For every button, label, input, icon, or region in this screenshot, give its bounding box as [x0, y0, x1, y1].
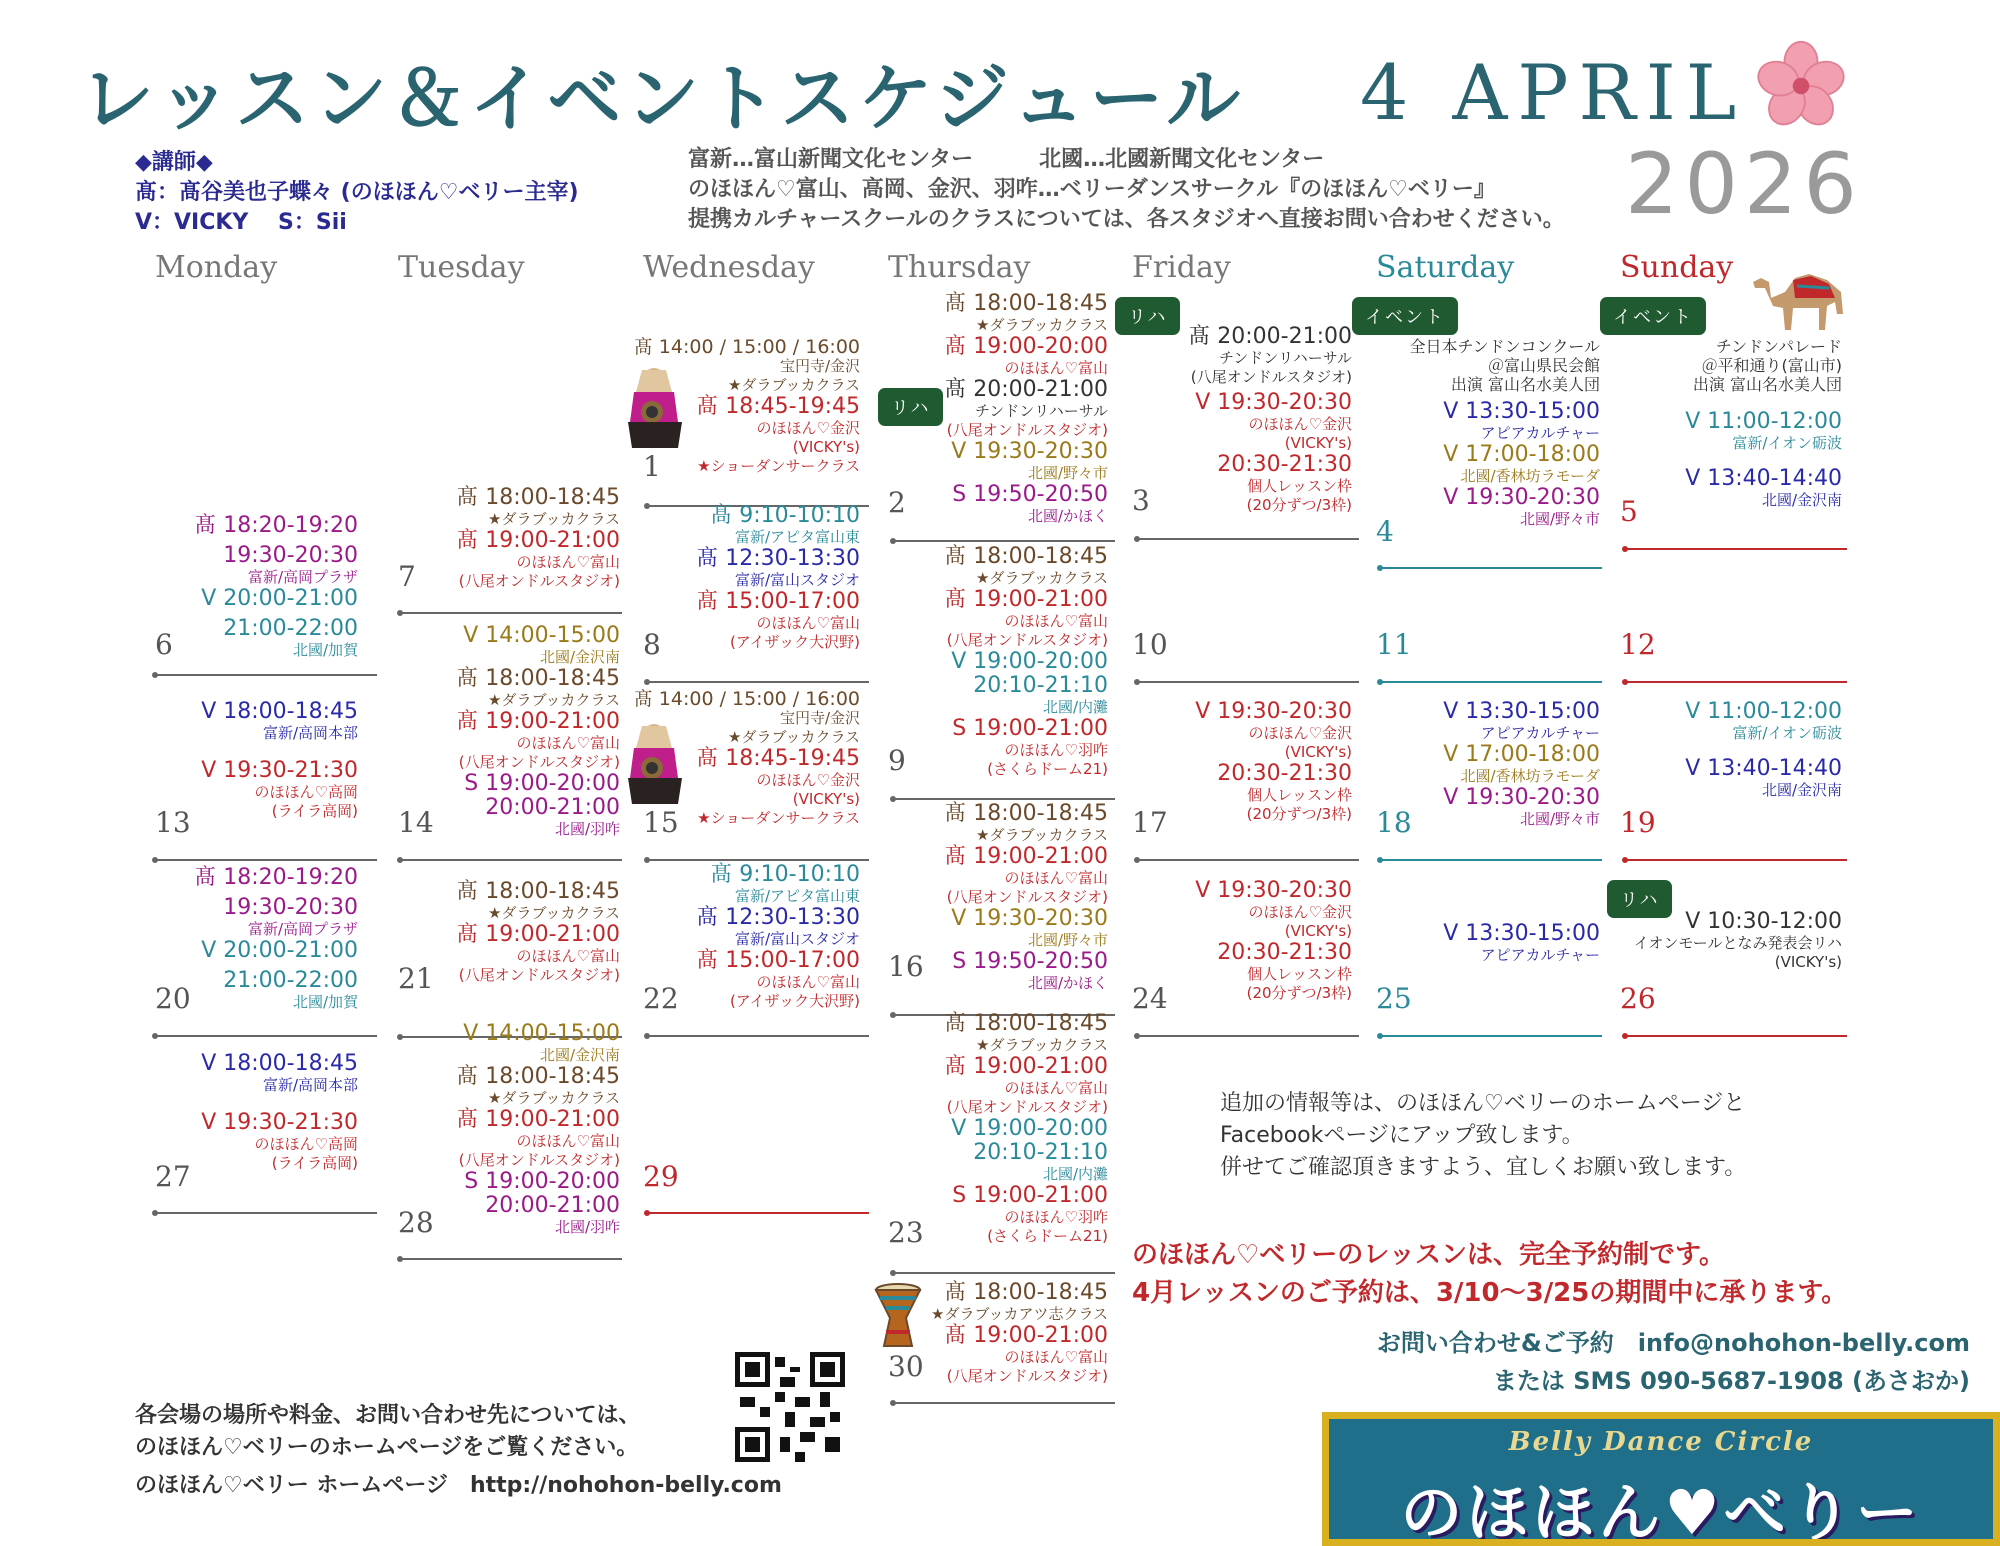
day7-events — [456, 486, 620, 591]
event-place: 北國/香林坊ラモーダ — [1460, 467, 1600, 485]
event-place: のほほん♡金沢 — [1248, 903, 1352, 921]
event-time: V 18:00-18:45 — [201, 699, 358, 724]
event-note: (20分ずつ/3枠) — [1246, 496, 1352, 514]
event-place: のほほん♡金沢 — [756, 419, 860, 437]
day9-events — [944, 545, 1108, 779]
weekday-thursday: Thursday — [888, 250, 1031, 285]
event-time: V 13:30-15:00 — [1443, 399, 1600, 424]
event-time: 髙 9:10-10:10 — [710, 503, 860, 528]
event-place: 富新/イオン砺波 — [1732, 434, 1842, 452]
event-time: V 19:00-20:00 — [951, 1116, 1108, 1141]
day30-events — [931, 1281, 1108, 1386]
day21-events — [456, 880, 620, 985]
event-time: 髙 18:00-18:45 — [456, 666, 620, 691]
event-time: 髙 12:30-13:30 — [696, 905, 860, 930]
event-time: 髙 19:00-21:00 — [456, 922, 620, 947]
month-label: 4 APRIL — [1360, 48, 1747, 137]
event-time: 20:30-21:30 — [1217, 761, 1352, 786]
event-place: 個人レッスン枠 — [1247, 786, 1352, 804]
instructor-heading: ◆講師◆ — [135, 150, 213, 175]
event-place: のほほん♡富山 — [516, 947, 620, 965]
day-number: 15 — [643, 806, 679, 839]
info-line: 追加の情報等は、のほほん♡ベリーのホームページと — [1220, 1091, 1746, 1116]
rehearsal-tag: リハ — [1607, 880, 1672, 918]
event-note: (八尾オンドルスタジオ) — [458, 753, 620, 771]
event-time: 20:10-21:10 — [973, 673, 1108, 698]
event-note: (八尾オンドルスタジオ) — [458, 572, 620, 590]
day14-events — [456, 624, 620, 839]
event-time: 髙 18:00-18:45 — [944, 1011, 1108, 1036]
event-note: (アイザック大沢野) — [729, 992, 860, 1010]
event-time: V 14:00-15:00 — [463, 623, 620, 648]
event-time: 19:30-20:30 — [223, 543, 358, 568]
event-class: ★ダラブッカクラス — [488, 691, 620, 709]
event-place: 北國/内灘 — [1042, 1165, 1108, 1183]
footer-line: のほほん♡ベリーのホームページをご覧ください。 — [135, 1435, 639, 1460]
event-time: V 19:00-20:00 — [951, 649, 1108, 674]
contact-line: お問い合わせ&ご予約 info@nohohon-belly.com — [1376, 1329, 1970, 1357]
event-time: V 13:40-14:40 — [1685, 466, 1842, 491]
event-time: 髙 20:00-21:00 — [944, 377, 1108, 402]
event-time: V 18:00-18:45 — [201, 1051, 358, 1076]
event-time: 髙 19:00-21:00 — [944, 587, 1108, 612]
event-place: のほほん♡富山 — [1004, 869, 1108, 887]
event-place: のほほん♡富山 — [1004, 359, 1108, 377]
event-time: 髙 18:00-18:45 — [944, 544, 1108, 569]
sakura-flower-icon — [1755, 40, 1847, 132]
event-time: 髙 19:00-20:00 — [944, 334, 1108, 359]
day-number: 20 — [155, 982, 191, 1015]
event-time: V 13:30-15:00 — [1443, 921, 1600, 946]
event-name: 全日本チンドンコンクール — [1409, 337, 1600, 356]
event-time: 20:10-21:10 — [973, 1140, 1108, 1165]
event-place: 北國/かほく — [1027, 507, 1108, 525]
event-time: V 19:30-20:30 — [1195, 699, 1352, 724]
event-note: (八尾オンドルスタジオ) — [946, 1098, 1108, 1116]
event-place: のほほん♡富山 — [756, 973, 860, 991]
day15-events — [634, 690, 860, 828]
event-time: S 19:50-20:50 — [952, 482, 1108, 507]
day-number: 10 — [1132, 628, 1168, 661]
event-place: アピアカルチャー — [1480, 724, 1600, 742]
day-number: 22 — [643, 982, 679, 1015]
event-place: 北國/金沢南 — [1761, 781, 1842, 799]
event-class: ★ダラブッカクラス — [728, 376, 860, 394]
event-place: 北國/羽咋 — [554, 820, 620, 838]
event-note: (VICKY's) — [1284, 743, 1352, 761]
day-number: 7 — [398, 560, 416, 593]
event-place: 個人レッスン枠 — [1247, 965, 1352, 983]
event-place: 富新/高岡本部 — [262, 724, 358, 742]
footer-line: 各会場の場所や料金、お問い合わせ先については、 — [135, 1403, 641, 1428]
event-note: (VICKY's) — [792, 790, 860, 808]
event-place: のほほん♡高岡 — [254, 783, 358, 801]
day19-events — [1685, 700, 1842, 800]
event-time: 髙 18:00-18:45 — [944, 801, 1108, 826]
event-time: V 11:00-12:00 — [1685, 699, 1842, 724]
legend-line: 提携カルチャースクールのクラスについては、各スタジオへ直接お問い合わせください。 — [688, 207, 1565, 232]
info-line: Facebookページにアップ致します。 — [1220, 1123, 1584, 1148]
event-place: 富新/高岡プラザ — [247, 920, 358, 938]
day-number: 8 — [643, 628, 661, 661]
event-time: 髙 14:00 / 15:00 / 16:00 — [633, 336, 860, 358]
day-number: 11 — [1376, 628, 1412, 661]
day17-events — [1195, 700, 1352, 824]
event-place: 北國/加賀 — [292, 641, 358, 659]
day-number: 17 — [1132, 806, 1168, 839]
event-place: 北國/野々市 — [1519, 510, 1600, 528]
day-number: 24 — [1132, 982, 1168, 1015]
day-number: 14 — [398, 806, 434, 839]
event-place: 北國/かほく — [1027, 974, 1108, 992]
event-place: のほほん♡金沢 — [756, 771, 860, 789]
event-place: 富新/富山スタジオ — [734, 930, 860, 948]
day-number: 16 — [888, 950, 924, 983]
event-place: 北國/野々市 — [1027, 464, 1108, 482]
day23-events — [944, 1012, 1108, 1246]
event-place: 宝円寺/金沢 — [779, 709, 860, 727]
event-time: V 11:00-12:00 — [1685, 409, 1842, 434]
weekday-saturday: Saturday — [1376, 250, 1515, 285]
event-time: S 19:00-20:00 — [464, 1169, 620, 1194]
event-time: 髙 9:10-10:10 — [710, 862, 860, 887]
event-time: 20:30-21:30 — [1217, 452, 1352, 477]
event-time: 髙 15:00-17:00 — [696, 589, 860, 614]
event-place: 富新/富山スタジオ — [734, 571, 860, 589]
day4-events — [1409, 337, 1600, 529]
instructor-line: 髙：髙谷美也子蝶々 (のほほん♡ベリー主宰) — [135, 180, 579, 205]
event-place: 北國/金沢南 — [1761, 491, 1842, 509]
event-time: V 13:40-14:40 — [1685, 756, 1842, 781]
event-place: のほほん♡富山 — [516, 553, 620, 571]
day25-events — [1443, 922, 1600, 965]
event-place: 富新/アピタ富山東 — [734, 528, 860, 546]
event-time: 21:00-22:00 — [223, 616, 358, 641]
day-number: 5 — [1620, 495, 1638, 528]
event-place: ＠平和通り(富山市) — [1701, 356, 1842, 375]
event-class: ★ダラブッカクラス — [976, 316, 1108, 334]
day13-events — [201, 700, 358, 821]
event-time: S 19:00-21:00 — [952, 716, 1108, 741]
event-time: 髙 19:00-21:00 — [456, 1107, 620, 1132]
day27-events — [201, 1052, 358, 1173]
day-number: 19 — [1620, 806, 1656, 839]
event-note: (ライラ高岡) — [271, 802, 358, 820]
event-class: ★ダラブッカクラス — [976, 1036, 1108, 1054]
event-place: 宝円寺/金沢 — [779, 357, 860, 375]
event-note: (20分ずつ/3枠) — [1246, 805, 1352, 823]
event-time: 髙 19:00-21:00 — [944, 1323, 1108, 1348]
day22-events — [696, 863, 860, 1011]
weekday-wednesday: Wednesday — [643, 250, 815, 285]
event-place: 富新/アピタ富山東 — [734, 887, 860, 905]
event-time: V 19:30-20:30 — [1195, 878, 1352, 903]
event-time: 髙 18:45-19:45 — [696, 746, 860, 771]
day-number: 4 — [1376, 515, 1394, 548]
event-note: (アイザック大沢野) — [729, 633, 860, 651]
day26-events — [1634, 910, 1842, 972]
darbuka-drum-icon — [872, 1282, 924, 1348]
event-note: 出演 富山名水美人団 — [1692, 375, 1842, 394]
event-time: V 19:30-20:30 — [1443, 485, 1600, 510]
day8-events — [696, 504, 860, 652]
event-time: V 20:00-21:00 — [201, 586, 358, 611]
event-time: S 19:00-20:00 — [464, 771, 620, 796]
event-note: (さくらドーム21) — [987, 1227, 1108, 1245]
event-note: (八尾オンドルスタジオ) — [946, 631, 1108, 649]
camel-icon — [1745, 268, 1855, 334]
event-place: 北國/香林坊ラモーダ — [1460, 767, 1600, 785]
event-time: V 17:00-18:00 — [1443, 442, 1600, 467]
event-place: のほほん♡富山 — [1004, 1079, 1108, 1097]
event-class: ★ダラブッカクラス — [488, 904, 620, 922]
day18-events — [1443, 700, 1600, 829]
event-class: ★ダラブッカクラス — [728, 728, 860, 746]
day-number: 27 — [155, 1160, 191, 1193]
info-line: 併せてご確認頂きますよう、宜しくお願い致します。 — [1220, 1155, 1747, 1180]
event-time: 髙 18:00-18:45 — [456, 879, 620, 904]
day-number: 12 — [1620, 628, 1656, 661]
event-time: S 19:50-20:50 — [952, 949, 1108, 974]
event-note: (VICKY's) — [792, 438, 860, 456]
event-time: V 13:30-15:00 — [1443, 699, 1600, 724]
event-time: 髙 20:00-21:00 — [1188, 324, 1352, 349]
event-place: のほほん♡富山 — [1004, 1348, 1108, 1366]
info-text — [1220, 1088, 1746, 1184]
day-number: 3 — [1132, 484, 1150, 517]
event-place: 北國/野々市 — [1519, 810, 1600, 828]
event-time: 髙 15:00-17:00 — [696, 948, 860, 973]
event-place: のほほん♡高岡 — [254, 1135, 358, 1153]
rehearsal-tag: リハ — [1115, 297, 1180, 335]
event-place: のほほん♡富山 — [756, 614, 860, 632]
event-place: 北國/内灘 — [1042, 698, 1108, 716]
event-place: 北國/羽咋 — [554, 1218, 620, 1236]
event-place: のほほん♡金沢 — [1248, 415, 1352, 433]
event-time: 20:00-21:00 — [485, 1193, 620, 1218]
legend-line: のほほん♡富山、高岡、金沢、羽咋…ベリーダンスサークル『のほほん♡ベリー』 — [688, 177, 1496, 202]
day1-events — [634, 338, 860, 476]
event-place: 北國/野々市 — [1027, 931, 1108, 949]
event-tag: イベント — [1600, 297, 1706, 335]
logo-title: のほほん♥べりー — [1400, 1476, 1922, 1546]
day-number: 13 — [155, 806, 191, 839]
day2-events — [944, 292, 1108, 526]
event-time: V 19:30-20:30 — [1443, 785, 1600, 810]
event-time: 髙 18:20-19:20 — [194, 513, 358, 538]
event-time: 20:00-21:00 — [485, 795, 620, 820]
event-note: 出演 富山名水美人団 — [1450, 375, 1600, 394]
event-place: のほほん♡羽咋 — [1004, 741, 1108, 759]
event-note: (八尾オンドルスタジオ) — [458, 966, 620, 984]
year-label: 2026 — [1625, 135, 1863, 233]
event-time: 髙 18:00-18:45 — [456, 1064, 620, 1089]
day3-events — [1188, 325, 1352, 515]
event-place: 北國/加賀 — [292, 993, 358, 1011]
event-name: チンドンパレード — [1715, 337, 1842, 356]
day5-events — [1685, 337, 1842, 510]
event-class: ★ダラブッカアツ志クラス — [931, 1305, 1108, 1323]
day-number: 29 — [643, 1160, 679, 1193]
event-time: 髙 19:00-21:00 — [944, 1054, 1108, 1079]
instructor-line: V：VICKY S：Sii — [135, 210, 347, 235]
event-time: V 14:00-15:00 — [463, 1021, 620, 1046]
event-time: 21:00-22:00 — [223, 968, 358, 993]
event-place: のほほん♡金沢 — [1248, 724, 1352, 742]
event-time: V 19:30-20:30 — [951, 439, 1108, 464]
day-number: 30 — [888, 1350, 924, 1383]
event-time: V 17:00-18:00 — [1443, 742, 1600, 767]
weekday-friday: Friday — [1132, 250, 1231, 285]
event-time: V 19:30-21:30 — [201, 758, 358, 783]
event-class: ★ダラブッカクラス — [488, 1089, 620, 1107]
weekday-sunday: Sunday — [1620, 250, 1734, 285]
day-number: 9 — [888, 744, 906, 777]
event-place: イオンモールとなみ発表会リハ — [1633, 934, 1842, 952]
notice-line: のほほん♡ベリーのレッスンは、完全予約制です。 — [1132, 1240, 1725, 1270]
event-time: 髙 18:00-18:45 — [944, 291, 1108, 316]
event-place: 富新/イオン砺波 — [1732, 724, 1842, 742]
event-place: のほほん♡富山 — [516, 1132, 620, 1150]
day-number: 2 — [888, 486, 906, 519]
event-time: V 10:30-12:00 — [1685, 909, 1842, 934]
rehearsal-tag: リハ — [878, 388, 943, 426]
day-number: 26 — [1620, 982, 1656, 1015]
event-place: ＠富山県民会館 — [1487, 356, 1600, 375]
event-time: 髙 18:45-19:45 — [696, 394, 860, 419]
event-place: アピアカルチャー — [1480, 946, 1600, 964]
event-class: ★ショーダンサークラス — [697, 457, 860, 475]
event-time: 髙 18:00-18:45 — [456, 485, 620, 510]
event-note: (20分ずつ/3枠) — [1246, 984, 1352, 1002]
day20-events — [194, 866, 358, 1012]
event-time: 髙 18:20-19:20 — [194, 865, 358, 890]
event-time: 20:30-21:30 — [1217, 940, 1352, 965]
event-place: チンドンリハーサル — [974, 402, 1108, 420]
day-number: 6 — [155, 628, 173, 661]
contact-info — [1377, 1324, 1970, 1400]
event-time: V 19:30-20:30 — [1195, 390, 1352, 415]
weekday-monday: Monday — [155, 250, 278, 285]
event-place: のほほん♡羽咋 — [1004, 1208, 1108, 1226]
footer-text — [135, 1400, 782, 1502]
event-place: アピアカルチャー — [1480, 424, 1600, 442]
day16-events — [944, 802, 1108, 993]
event-time: V 20:00-21:00 — [201, 938, 358, 963]
belly-dance-logo — [1322, 1412, 2000, 1546]
event-note: (八尾オンドルスタジオ) — [946, 1367, 1108, 1385]
event-note: (さくらドーム21) — [987, 760, 1108, 778]
day6-events — [194, 514, 358, 660]
event-time: 髙 18:00-18:45 — [944, 1280, 1108, 1305]
homepage-link[interactable]: のほほん♡ベリー ホームページ http://nohohon-belly.com — [135, 1473, 782, 1498]
day28-events — [456, 1022, 620, 1237]
event-place: のほほん♡富山 — [516, 734, 620, 752]
event-note: (VICKY's) — [1774, 953, 1842, 971]
event-note: (八尾オンドルスタジオ) — [946, 421, 1108, 439]
legend-line: 富新…富山新聞文化センター 北國…北國新聞文化センター — [688, 147, 1325, 172]
day-number: 18 — [1376, 806, 1412, 839]
event-place: 北國/金沢南 — [539, 1046, 620, 1064]
day-number: 28 — [398, 1206, 434, 1239]
event-time: V 19:30-20:30 — [951, 906, 1108, 931]
event-place: 富新/高岡本部 — [262, 1076, 358, 1094]
event-place: のほほん♡富山 — [1004, 612, 1108, 630]
logo-subtitle: Belly Dance Circle — [1508, 1427, 1814, 1457]
day-number: 23 — [888, 1216, 924, 1249]
event-class: ★ショーダンサークラス — [697, 809, 860, 827]
event-note: (八尾オンドルスタジオ) — [458, 1151, 620, 1169]
event-time: S 19:00-21:00 — [952, 1183, 1108, 1208]
event-class: ★ダラブッカクラス — [976, 569, 1108, 587]
event-time: 髙 19:00-21:00 — [456, 528, 620, 553]
event-note: (VICKY's) — [1284, 434, 1352, 452]
event-place: 個人レッスン枠 — [1247, 477, 1352, 495]
event-time: 髙 14:00 / 15:00 / 16:00 — [633, 688, 860, 710]
event-time: 19:30-20:30 — [223, 895, 358, 920]
event-class: ★ダラブッカクラス — [488, 510, 620, 528]
event-time: 髙 12:30-13:30 — [696, 546, 860, 571]
day-number: 1 — [643, 450, 661, 483]
page-title: レッスン＆イベントスケジュール — [80, 56, 1245, 142]
event-place: 富新/高岡プラザ — [247, 568, 358, 586]
event-note: (VICKY's) — [1284, 922, 1352, 940]
day24-events — [1195, 879, 1352, 1003]
reservation-notice — [1132, 1236, 1847, 1312]
day-number: 25 — [1376, 982, 1412, 1015]
day-number: 21 — [398, 962, 434, 995]
event-place: チンドンリハーサル — [1218, 349, 1352, 367]
event-note: (八尾オンドルスタジオ) — [1190, 368, 1352, 386]
qr-code[interactable] — [735, 1352, 845, 1462]
weekday-tuesday: Tuesday — [398, 250, 525, 285]
event-time: 髙 19:00-21:00 — [456, 709, 620, 734]
event-time: 髙 19:00-21:00 — [944, 844, 1108, 869]
event-tag: イベント — [1352, 297, 1458, 335]
notice-line: 4月レッスンのご予約は、3/10〜3/25の期間中に承ります。 — [1132, 1278, 1848, 1308]
event-place: 北國/金沢南 — [539, 648, 620, 666]
contact-line: または SMS 090-5687-1908 (あさおか) — [1492, 1367, 1970, 1395]
event-class: ★ダラブッカクラス — [976, 826, 1108, 844]
event-time: V 19:30-21:30 — [201, 1110, 358, 1135]
event-note: (ライラ高岡) — [271, 1154, 358, 1172]
event-note: (八尾オンドルスタジオ) — [946, 888, 1108, 906]
